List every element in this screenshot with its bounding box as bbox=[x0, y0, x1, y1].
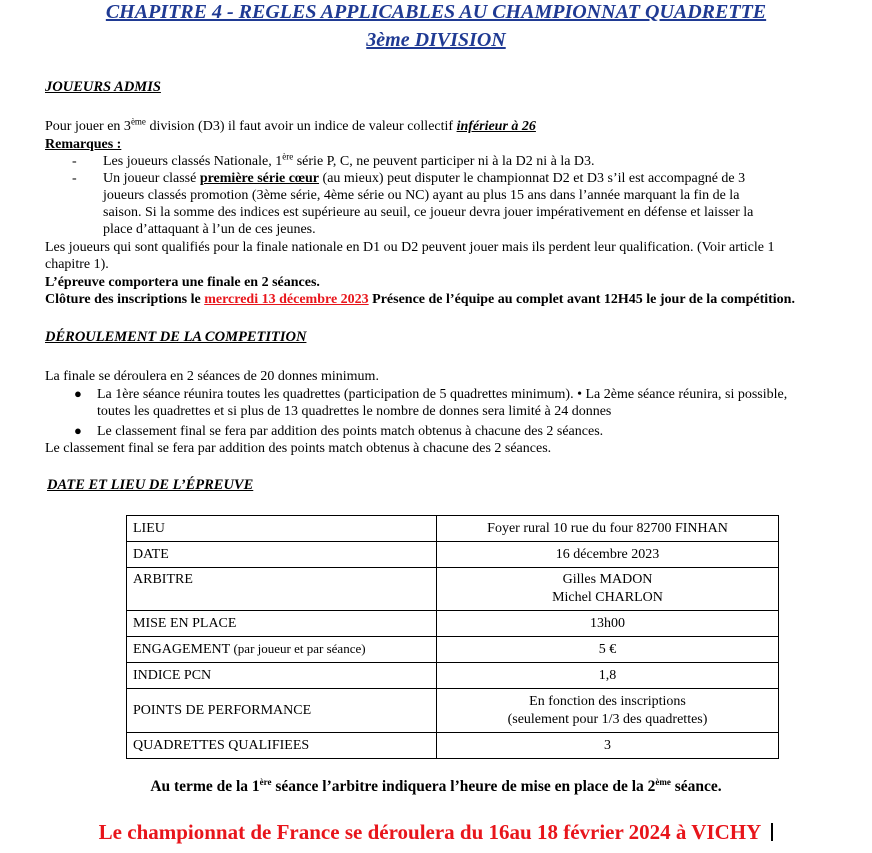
text-cursor bbox=[771, 823, 773, 841]
section-heading-joueurs: JOUEURS ADMIS bbox=[45, 79, 161, 95]
row-label: INDICE PCN bbox=[127, 663, 437, 689]
deroulement-intro: La finale se déroulera en 2 séances de 20 donnes minimum. bbox=[45, 369, 379, 384]
arbitre-note: Au terme de la 1ère séance l’arbitre indiquera l’heure de mise en place de la 2ème séance. bbox=[150, 776, 722, 795]
table-row bbox=[127, 611, 779, 637]
remarques-label: Remarques : bbox=[45, 137, 122, 152]
table-row bbox=[127, 542, 779, 568]
remark-item-1: Les joueurs classés Nationale, 1ère série P, C, ne peuvent participer ni à la D2 ni à la D3. bbox=[103, 151, 595, 169]
row-value: 16 décembre 2023 bbox=[437, 542, 779, 568]
finale-note: L’épreuve comportera une finale en 2 séances. bbox=[45, 275, 320, 290]
dash-marker: - bbox=[72, 154, 77, 169]
deroulement-bullet-1: La 1ère séance réunira toutes les quadrettes (participation de 5 quadrettes minimum). • La 2ème séance réunira, si possible, bbox=[97, 387, 788, 402]
row-value: 1,8 bbox=[437, 663, 779, 689]
row-value: 13h00 bbox=[437, 611, 779, 637]
row-value: Gilles MADON Michel CHARLON bbox=[437, 568, 779, 611]
deroulement-closing: Le classement final se fera par addition des points match obtenus à chacune des 2 séances. bbox=[45, 441, 552, 456]
remark-item-2-line4: place d’attaquant à l’un de ces jeunes. bbox=[103, 222, 316, 237]
row-label: ARBITRE bbox=[127, 568, 437, 611]
section-heading-date-lieu: DATE ET LIEU DE L’ÉPREUVE bbox=[47, 477, 254, 493]
intro-paragraph: Pour jouer en 3ème division (D3) il faut avoir un indice de valeur collectif inférieur à 26 bbox=[45, 116, 536, 134]
cloture-date: mercredi 13 décembre 2023 bbox=[204, 292, 369, 307]
row-label: POINTS DE PERFORMANCE bbox=[127, 689, 437, 733]
table-row bbox=[127, 663, 779, 689]
qualification-note-line2: chapitre 1). bbox=[45, 257, 109, 272]
row-label: QUADRETTES QUALIFIEES bbox=[127, 733, 437, 759]
deroulement-bullet-2: Le classement final se fera par addition des points match obtenus à chacune des 2 séances. bbox=[97, 424, 604, 439]
remark-item-2: Un joueur classé première série cœur (au mieux) peut disputer le championnat D2 et D3 s’il est accompagné de 3 bbox=[103, 171, 746, 186]
chapter-title: CHAPITRE 4 - REGLES APPLICABLES AU CHAMPIONNAT QUADRETTE bbox=[105, 1, 767, 23]
remark-item-2-line2: joueurs classés promotion (3ème série, 4ème série ou NC) ayant au plus 15 ans dans l’année marquant la fin de la bbox=[103, 188, 740, 203]
table-row bbox=[127, 568, 779, 611]
row-value: En fonction des inscriptions (seulement pour 1/3 des quadrettes) bbox=[437, 689, 779, 733]
deroulement-bullet-1-line2: toutes les quadrettes et si plus de 13 quadrettes le nombre de donnes sera limité à 24 donnes bbox=[97, 404, 612, 419]
threshold-emphasis: inférieur à 26 bbox=[456, 119, 536, 134]
division-title: 3ème DIVISION bbox=[366, 29, 506, 51]
row-label: MISE EN PLACE bbox=[127, 611, 437, 637]
row-value: Foyer rural 10 rue du four 82700 FINHAN bbox=[437, 516, 779, 542]
row-label: LIEU bbox=[127, 516, 437, 542]
table-row bbox=[127, 733, 779, 759]
event-info-table bbox=[126, 515, 779, 759]
row-value: 5 € bbox=[437, 637, 779, 663]
cloture-note: Clôture des inscriptions le mercredi 13 décembre 2023 Présence de l’équipe au complet avant 12H45 le jour de la compétition. bbox=[45, 292, 795, 307]
row-label: DATE bbox=[127, 542, 437, 568]
row-value: 3 bbox=[437, 733, 779, 759]
table-row bbox=[127, 689, 779, 733]
table-row bbox=[127, 516, 779, 542]
dash-marker: - bbox=[72, 171, 77, 186]
section-heading-deroulement: DÉROULEMENT DE LA COMPETITION bbox=[45, 329, 307, 345]
bullet-marker: ● bbox=[74, 423, 82, 438]
remark-item-2-line3: saison. Si la somme des indices est supérieure au seuil, ce joueur devra jouer impérativement en défense et laisser la bbox=[103, 205, 754, 220]
france-championship-note: Le championnat de France se déroulera du 16au 18 février 2024 à VICHY bbox=[0, 820, 872, 845]
table-row bbox=[127, 637, 779, 663]
qualification-note-line1: Les joueurs qui sont qualifiés pour la finale nationale en D1 ou D2 peuvent jouer mais ils perdent leur qualification. (Voir article 1 bbox=[45, 240, 775, 255]
row-label: ENGAGEMENT (par joueur et par séance) bbox=[127, 637, 437, 663]
bullet-marker: ● bbox=[74, 386, 82, 401]
